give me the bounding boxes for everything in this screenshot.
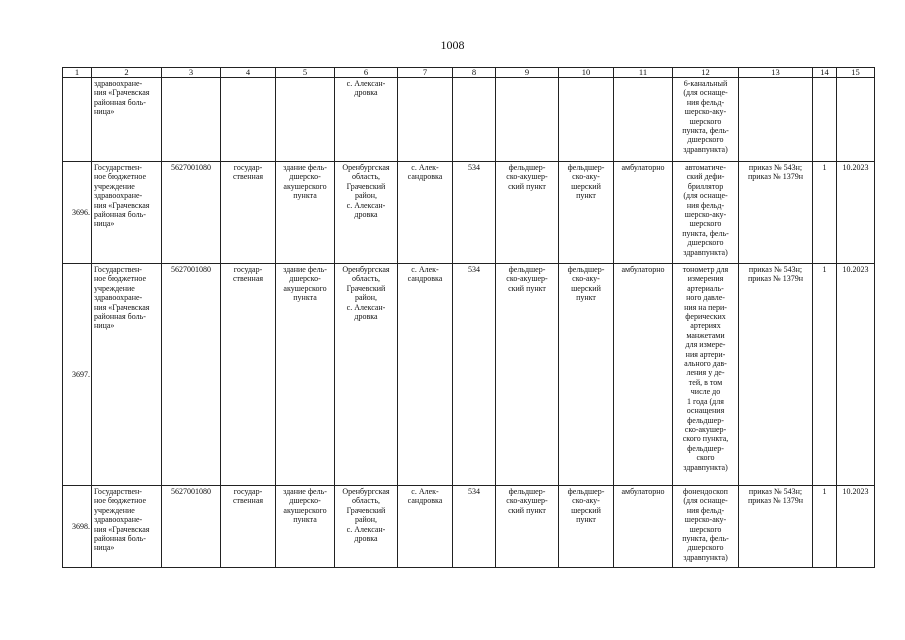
- building-cell-text: здание фель- дшерско- акушерского пункта: [283, 163, 327, 201]
- inn-cell-text: 5627001080: [171, 265, 211, 274]
- unit-cell-text: фельдшер- ско-акушер- ский пункт: [506, 265, 548, 293]
- column-header: 12: [673, 68, 739, 78]
- column-header: 9: [496, 68, 559, 78]
- address-cell: [335, 486, 398, 568]
- ownership-cell-text: государ- ственная: [232, 487, 264, 506]
- table-row: [63, 486, 875, 568]
- date-cell: [837, 78, 875, 162]
- settlement-cell: [398, 486, 453, 568]
- equipment-cell-text: автоматиче- ский дефи- бриллятор (для оснаще- ния фельд- шерско-аку- шерского пункта, фель- дшерского здравпункта): [682, 163, 729, 257]
- inn-cell-text: 5627001080: [171, 487, 211, 496]
- date-cell: [837, 264, 875, 486]
- date-cell: [837, 162, 875, 264]
- header-row: [63, 68, 875, 78]
- ownership-cell: [221, 78, 276, 162]
- unit-type-cell-text: фельдшер- ско-аку- шерский пункт: [567, 487, 605, 525]
- equipment-cell: [673, 162, 739, 264]
- ownership-cell: [221, 162, 276, 264]
- column-header: 6: [335, 68, 398, 78]
- inn-cell: [162, 486, 221, 568]
- column-header: 3: [162, 68, 221, 78]
- equipment-cell: [673, 486, 739, 568]
- organization-name-text: Государствен- ное бюджетное учреждение здравоохране- ния «Грачевская районная боль- ница»: [94, 487, 150, 553]
- settlement-cell-text: с. Алек- сандровка: [407, 163, 443, 182]
- unit-cell: [496, 264, 559, 486]
- organization-name-text: Государствен- ное бюджетное учреждение здравоохране- ния «Грачевская районная боль- ница»: [94, 265, 150, 331]
- date-cell-text: 10.2023: [842, 487, 869, 496]
- column-header: 8: [453, 68, 496, 78]
- settlement-cell-text: с. Алек- сандровка: [407, 265, 443, 284]
- inn-cell: [162, 162, 221, 264]
- column-header: 14: [813, 68, 837, 78]
- order-cell: [739, 162, 813, 264]
- settlement-cell: [398, 78, 453, 162]
- column-header: 5: [276, 68, 335, 78]
- unit-cell-text: фельдшер- ско-акушер- ский пункт: [506, 163, 548, 191]
- care-type-cell-text: амбулаторно: [621, 487, 665, 496]
- care-type-cell-text: амбулаторно: [621, 163, 665, 172]
- column-header: 10: [559, 68, 614, 78]
- organization-name-text: здравоохране- ния «Грачевская районная боль- ница»: [94, 79, 150, 117]
- settlement-cell: [398, 264, 453, 486]
- unit-type-cell: [559, 78, 614, 162]
- equipment-cell: [673, 78, 739, 162]
- order-cell: [739, 78, 813, 162]
- equipment-cell-text: фонендоскоп (для оснаще- ния фельд- шерско-аку- шерского пункта, фель- дшерского здравпункта): [682, 487, 729, 562]
- table-row: [63, 264, 875, 486]
- column-header: 7: [398, 68, 453, 78]
- column-header: 1: [63, 68, 92, 78]
- address-cell-text: Оренбургская область, Грачевский район, с. Алексан- дровка: [342, 265, 390, 322]
- date-cell-text: 10.2023: [842, 163, 869, 172]
- date-cell-text: 10.2023: [842, 265, 869, 274]
- ownership-cell-text: государ- ственная: [232, 163, 264, 182]
- unit-cell: [496, 162, 559, 264]
- building-cell: [276, 162, 335, 264]
- row-number-text: 3696.: [72, 207, 90, 217]
- care-type-cell: [614, 486, 673, 568]
- unit-cell: [496, 486, 559, 568]
- order-cell-text: приказ № 543н; приказ № 1379н: [748, 163, 803, 182]
- settlement-cell: [398, 162, 453, 264]
- address-cell-text: Оренбургская область, Грачевский район, с. Алексан- дровка: [342, 163, 390, 220]
- order-cell: [739, 264, 813, 486]
- unit-type-cell-text: фельдшер- ско-аку- шерский пункт: [567, 265, 605, 303]
- ownership-cell: [221, 486, 276, 568]
- order-cell-text: приказ № 543н; приказ № 1379н: [748, 265, 803, 284]
- column-header: 11: [614, 68, 673, 78]
- column-header: 15: [837, 68, 875, 78]
- code-cell-text: 534: [468, 265, 480, 274]
- table-row: [63, 78, 875, 162]
- code-cell: [453, 162, 496, 264]
- organization-name-text: Государствен- ное бюджетное учреждение здравоохране- ния «Грачевская районная боль- ница»: [94, 163, 150, 229]
- quantity-cell: [813, 264, 837, 486]
- column-header: 2: [92, 68, 162, 78]
- equipment-table: [62, 67, 875, 568]
- unit-cell: [496, 78, 559, 162]
- table-row: [63, 162, 875, 264]
- address-cell: [335, 78, 398, 162]
- equipment-cell-text: 6-канальный (для оснаще- ния фельд- шерско-аку- шерского пункта, фель- дшерского здравпункта): [682, 79, 729, 154]
- ownership-cell: [221, 264, 276, 486]
- row-number-text: 3697.: [72, 369, 90, 379]
- organization-name: [92, 162, 162, 264]
- code-cell: [453, 264, 496, 486]
- quantity-cell: [813, 486, 837, 568]
- code-cell-text: 534: [468, 163, 480, 172]
- organization-name: [92, 486, 162, 568]
- quantity-cell-text: 1: [822, 265, 827, 274]
- inn-cell-text: 5627001080: [171, 163, 211, 172]
- quantity-cell-text: 1: [822, 163, 827, 172]
- unit-cell-text: фельдшер- ско-акушер- ский пункт: [506, 487, 548, 515]
- column-header: 4: [221, 68, 276, 78]
- building-cell-text: здание фель- дшерско- акушерского пункта: [283, 487, 327, 525]
- address-cell: [335, 162, 398, 264]
- equipment-cell: [673, 264, 739, 486]
- unit-type-cell-text: фельдшер- ско-аку- шерский пункт: [567, 163, 605, 201]
- row-number: [63, 264, 92, 486]
- quantity-cell-text: 1: [822, 487, 827, 496]
- ownership-cell-text: государ- ственная: [232, 265, 264, 284]
- page-number: 1008: [440, 38, 465, 52]
- inn-cell: [162, 78, 221, 162]
- organization-name: [92, 264, 162, 486]
- row-number-text: 3698.: [72, 521, 90, 531]
- organization-name: [92, 78, 162, 162]
- unit-type-cell: [559, 162, 614, 264]
- unit-type-cell: [559, 264, 614, 486]
- building-cell: [276, 264, 335, 486]
- unit-type-cell: [559, 486, 614, 568]
- equipment-cell-text: тонометр для измерения артериаль- ного давле- ния на пери- ферических артериях манжетами для измере- ния артери- ального дав- ления у де- тей, в том числе до 1 года (для оснащения фельдшер- ско-акушер- ского пункта, фельдшер- ского здравпункта): [682, 265, 729, 472]
- care-type-cell: [614, 162, 673, 264]
- order-cell: [739, 486, 813, 568]
- code-cell: [453, 78, 496, 162]
- order-cell-text: приказ № 543н; приказ № 1379н: [748, 487, 803, 506]
- care-type-cell-text: амбулаторно: [621, 265, 665, 274]
- care-type-cell: [614, 78, 673, 162]
- column-header: 13: [739, 68, 813, 78]
- date-cell: [837, 486, 875, 568]
- code-cell: [453, 486, 496, 568]
- building-cell: [276, 78, 335, 162]
- address-cell: [335, 264, 398, 486]
- code-cell-text: 534: [468, 487, 480, 496]
- address-cell-text: с. Алексан- дровка: [346, 79, 386, 98]
- row-number: [63, 78, 92, 162]
- building-cell: [276, 486, 335, 568]
- quantity-cell: [813, 162, 837, 264]
- address-cell-text: Оренбургская область, Грачевский район, с. Алексан- дровка: [342, 487, 390, 544]
- row-number: [63, 486, 92, 568]
- row-number: [63, 162, 92, 264]
- settlement-cell-text: с. Алек- сандровка: [407, 487, 443, 506]
- building-cell-text: здание фель- дшерско- акушерского пункта: [283, 265, 327, 303]
- quantity-cell: [813, 78, 837, 162]
- inn-cell: [162, 264, 221, 486]
- care-type-cell: [614, 264, 673, 486]
